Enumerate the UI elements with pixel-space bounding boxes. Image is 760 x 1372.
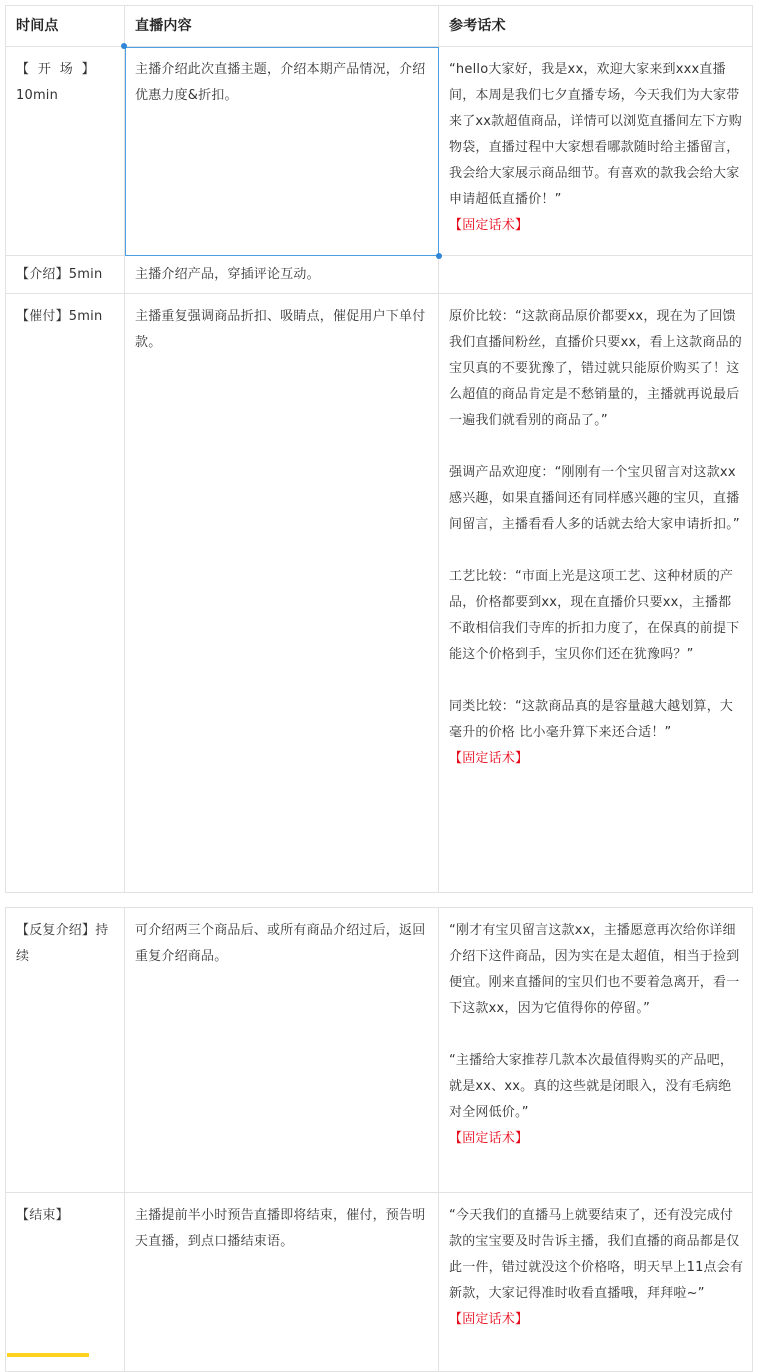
table-row-repeat-intro xyxy=(6,908,753,1193)
script-paragraph-price: 原价比较：“这款商品原价都要xx，现在为了回馈我们直播间粉丝，直播价只要xx，看上这款商品的宝贝真的不要犹豫了，错过就只能原价购买了！这么超值的商品肯定是不愁销量的，主播就再说最后一遍我们就看别的商品了。” xyxy=(449,309,742,428)
script-paragraph-popularity: 强调产品欢迎度：“刚刚有一个宝贝留言对这款xx感兴趣，如果直播间还有同样感兴趣的宝贝，直播间留言，主播看看人多的话就去给大家申请折扣。” xyxy=(449,465,740,532)
fixed-script-tag: 【固定话术】 xyxy=(449,1131,529,1146)
gap-cell xyxy=(6,893,125,908)
time-cell[interactable]: 【介绍】5min xyxy=(6,256,125,294)
selection-handle-bottom-right[interactable] xyxy=(436,253,442,259)
content-cell[interactable]: 可介绍两三个商品后、或所有商品介绍过后，返回重复介绍商品。 xyxy=(125,908,439,1193)
table-row-opening xyxy=(6,47,753,256)
fixed-script-tag: 【固定话术】 xyxy=(449,751,529,766)
time-cell[interactable]: 【催付】5min xyxy=(6,294,125,893)
live-script-table xyxy=(5,5,753,1372)
header-script: 参考话术 xyxy=(439,6,753,47)
content-cell[interactable]: 主播重复强调商品折扣、吸睛点，催促用户下单付款。 xyxy=(125,294,439,893)
content-cell[interactable]: 主播介绍产品，穿插评论互动。 xyxy=(125,256,439,294)
selection-handle-top-left[interactable] xyxy=(121,43,127,49)
table-row-intro xyxy=(6,256,753,294)
script-paragraph: “主播给大家推荐几款本次最值得购买的产品吧，就是xx、xx。真的这些就是闭眼入，没有毛病绝对全网低价。” xyxy=(449,1053,734,1120)
script-paragraph: “hello大家好，我是xx，欢迎大家来到xxx直播间，本周是我们七夕直播专场，今天我们为大家带来了xx款超值商品，详情可以浏览直播间左下方购物袋，直播过程中大家想看哪款随时给主播留言，我会给大家展示商品细节。有喜欢的款我会给大家申请超低直播价！” xyxy=(449,62,742,207)
gap-cell xyxy=(125,893,439,908)
fixed-script-tag: 【固定话术】 xyxy=(449,1312,529,1327)
content-cell[interactable]: 主播提前半小时预告直播即将结束，催付，预告明天直播，到点口播结束语。 xyxy=(125,1193,439,1372)
header-content: 直播内容 xyxy=(125,6,439,47)
script-cell[interactable] xyxy=(439,47,753,256)
content-cell-selected[interactable] xyxy=(125,47,439,256)
gap-cell xyxy=(439,893,753,908)
content-text: 主播介绍此次直播主题，介绍本期产品情况，介绍优惠力度&折扣。 xyxy=(135,62,426,103)
script-paragraph-similar: 同类比较：“这款商品真的是容量越大越划算，大毫升的价格 比小毫升算下来还合适！” xyxy=(449,699,734,740)
time-cell[interactable]: 【 开 场 】 10min xyxy=(6,47,125,256)
table-header-row xyxy=(6,6,753,47)
script-cell[interactable] xyxy=(439,294,753,893)
script-paragraph-craft: 工艺比较：“市面上光是这项工艺、这种材质的产品，价格都要到xx，现在直播价只要xx，主播都不敢相信我们寺库的折扣力度了，在保真的前提下能这个价格到手，宝贝你们还在犹豫吗？” xyxy=(449,569,740,662)
table-row-end xyxy=(6,1193,753,1372)
script-cell-empty[interactable] xyxy=(439,256,753,294)
fixed-script-tag: 【固定话术】 xyxy=(449,218,529,233)
live-script-table-container xyxy=(5,5,752,1372)
script-cell[interactable] xyxy=(439,908,753,1193)
script-cell[interactable] xyxy=(439,1193,753,1372)
yellow-highlight-bar xyxy=(7,1353,89,1357)
time-cell[interactable]: 【结束】 xyxy=(6,1193,125,1372)
section-gap xyxy=(6,893,753,908)
script-paragraph: “今天我们的直播马上就要结束了，还有没完成付款的宝宝要及时告诉主播，我们直播的商品都是仅此一件，错过就没这个价格咯，明天早上11点会有新款，大家记得准时收看直播哦，拜拜啦~” xyxy=(449,1208,744,1301)
time-cell[interactable]: 【反复介绍】持续 xyxy=(6,908,125,1193)
table-row-urge-payment xyxy=(6,294,753,893)
header-time: 时间点 xyxy=(6,6,125,47)
script-paragraph: “刚才有宝贝留言这款xx，主播愿意再次给你详细介绍下这件商品，因为实在是太超值，相当于捡到便宜。刚来直播间的宝贝们也不要着急离开，看一下这款xx，因为它值得你的停留。” xyxy=(449,923,740,1016)
